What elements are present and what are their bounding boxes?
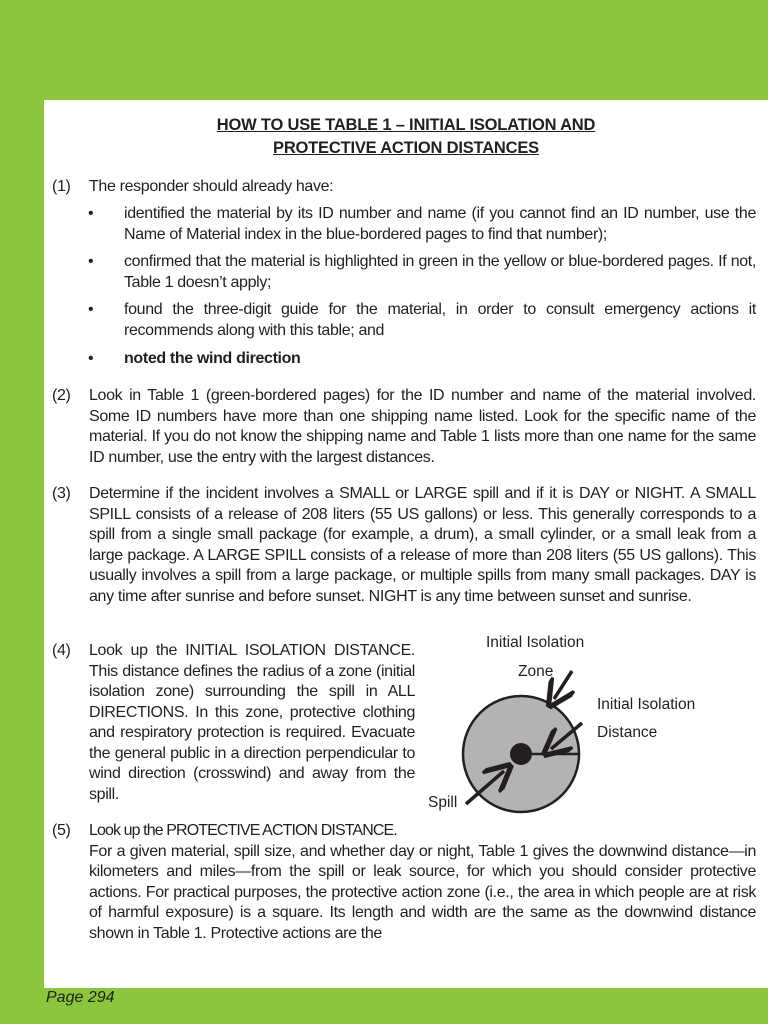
list-item-3 xyxy=(52,484,756,607)
item-number: (2) xyxy=(52,387,71,404)
page-title xyxy=(44,114,768,160)
item-number: (3) xyxy=(52,485,71,502)
spill-dot xyxy=(510,743,532,765)
page-number: Page 294 xyxy=(46,989,115,1006)
bullet-item-2 xyxy=(88,252,756,293)
bullet-item-1 xyxy=(88,204,756,245)
item-text: The responder should already have: xyxy=(89,178,334,195)
item-number: (4) xyxy=(52,642,71,659)
zone-arrow xyxy=(554,671,572,699)
bullet-icon: • xyxy=(88,301,94,318)
item-text: Look up the INITIAL ISOLATION DISTANCE. This distance defines the radius of a zone (initial isolation zone) surrounding the spill in ALL DIRECTIONS. In this zone, protective clothing and respiratory protection is required. Evacuate the general public in a direction perpendicular to wind direction (crosswind) and away from the spill. xyxy=(89,642,415,803)
item-number: (5) xyxy=(52,822,71,839)
item-text: Look in Table 1 (green-bordered pages) for the ID number and name of the material involved. Some ID numbers have more than one shipping name listed. Look for the specific name of the material. If you do not know the shipping name and Table 1 lists more than one name for the same ID number, use the entry with the largest distances. xyxy=(89,387,756,466)
zone-label-line-2: Zone xyxy=(518,663,554,680)
bullet-icon: • xyxy=(88,205,94,222)
diagram-graphic xyxy=(420,628,720,828)
title-line-2: PROTECTIVE ACTION DISTANCES xyxy=(273,139,539,157)
bullet-icon: • xyxy=(88,350,94,367)
bullet-icon: • xyxy=(88,253,94,270)
bullet-text: identified the material by its ID number and name (if you cannot find an ID number, use the Name of Material index in the blue-bordered pages to find that number); xyxy=(124,205,756,243)
bullet-text: noted the wind direction xyxy=(124,350,301,367)
document-page xyxy=(44,100,768,988)
bullet-text: confirmed that the material is highlighted in green in the yellow or blue-bordered pages. If not, Table 1 doesn’t apply; xyxy=(124,253,756,291)
item-text-line-1: Look up the PROTECTIVE ACTION DISTANCE. xyxy=(89,822,397,839)
list-item-1 xyxy=(52,177,756,198)
list-item-2 xyxy=(52,386,756,468)
item-number: (1) xyxy=(52,178,71,195)
bullet-item-4 xyxy=(88,349,756,370)
distance-label-line-1: Initial Isolation xyxy=(597,696,696,713)
bullet-text: found the three-digit guide for the material, in order to consult emergency actions it recommends along with this table; and xyxy=(124,301,756,339)
list-item-5 xyxy=(52,821,756,944)
item-text xyxy=(89,821,756,944)
zone-label-line-1: Initial Isolation xyxy=(486,634,585,651)
bullet-item-3 xyxy=(88,300,756,341)
item-text-continued: For a given material, spill size, and whether day or night, Table 1 gives the downwind distance—in kilometers and miles—from the spill or leak source, for which you should consider protective actions. For practical purposes, the protective action zone (i.e., the area in which people are at risk of harmful exposure) is a square. Its length and width are the same as the downwind distance shown in Table 1. Protective actions are the xyxy=(89,842,756,942)
isolation-zone-diagram xyxy=(420,628,720,828)
title-line-1: HOW TO USE TABLE 1 – INITIAL ISOLATION AND xyxy=(216,116,596,134)
distance-label-line-2: Distance xyxy=(597,724,658,741)
item-text: Determine if the incident involves a SMALL or LARGE spill and if it is DAY or NIGHT. A SMALL SPILL consists of a release of 208 liters (55 US gallons) or less. This generally corresponds to a spill from a single small package (for example, a drum), a small cylinder, or a small leak from a large package. A LARGE SPILL consists of a release of more than 208 liters (55 US gallons). This usually involves a spill from a large package, or multiple spills from many small packages. DAY is any time after sunrise and before sunset. NIGHT is any time between sunset and sunrise. xyxy=(89,485,756,605)
spill-label: Spill xyxy=(428,794,458,811)
